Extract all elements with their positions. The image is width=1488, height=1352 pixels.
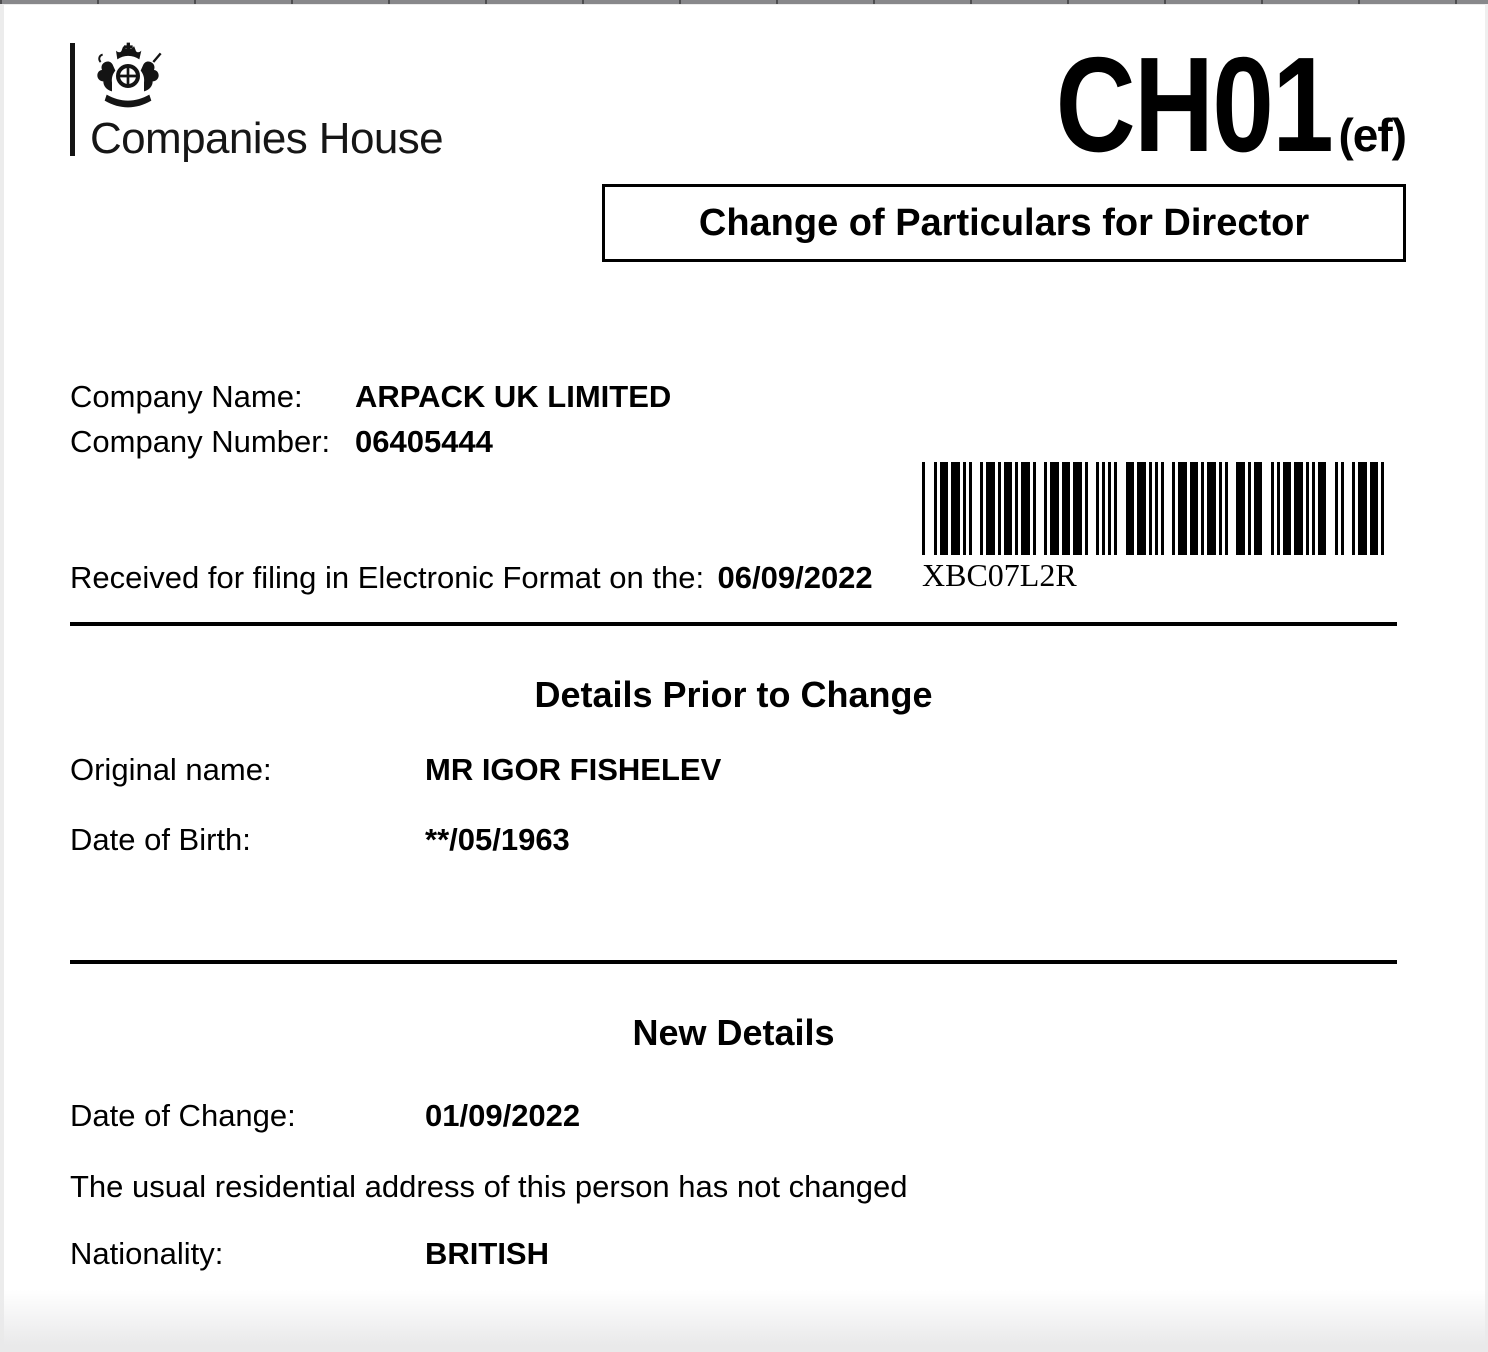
company-number-value: 06405444 <box>355 424 493 459</box>
company-name-label: Company Name: <box>70 379 303 414</box>
received-date: 06/09/2022 <box>717 560 873 595</box>
logo-text: Companies House <box>90 114 443 163</box>
date-of-change-value: 01/09/2022 <box>425 1098 581 1133</box>
form-title-box <box>602 184 1406 262</box>
form-title: Change of Particulars for Director <box>698 201 1310 244</box>
company-name-value: ARPACK UK LIMITED <box>355 379 672 414</box>
page-bottom-fade <box>0 1290 1488 1352</box>
prior-details-heading: Details Prior to Change <box>534 674 933 715</box>
barcode-value-text: XBC07L2R <box>922 557 1077 593</box>
form-code: CH01 <box>1055 29 1333 180</box>
page-left-edge <box>0 4 4 1352</box>
company-number-label: Company Number: <box>70 424 331 459</box>
form-code-suffix: (ef) <box>1338 109 1406 161</box>
nationality-value: BRITISH <box>425 1236 549 1271</box>
date-of-birth-label: Date of Birth: <box>70 822 251 857</box>
royal-crest-icon <box>84 40 172 108</box>
section-divider <box>70 960 1397 964</box>
original-name-label: Original name: <box>70 752 272 787</box>
browser-tab-strip-sliver <box>0 0 1488 5</box>
received-filing-line <box>70 562 873 593</box>
address-unchanged-note: The usual residential address of this person has not changed <box>70 1169 908 1204</box>
nationality-label: Nationality: <box>70 1236 224 1271</box>
form-code-block <box>995 27 1406 182</box>
original-name-value: MR IGOR FISHELEV <box>425 752 722 787</box>
received-label: Received for filing in Electronic Format on the: <box>70 560 705 595</box>
section-divider <box>70 622 1397 626</box>
date-of-change-label: Date of Change: <box>70 1098 296 1133</box>
logo-vertical-bar <box>70 43 75 156</box>
new-details-heading: New Details <box>632 1012 835 1053</box>
date-of-birth-value: **/05/1963 <box>425 822 570 857</box>
barcode <box>922 462 1384 555</box>
